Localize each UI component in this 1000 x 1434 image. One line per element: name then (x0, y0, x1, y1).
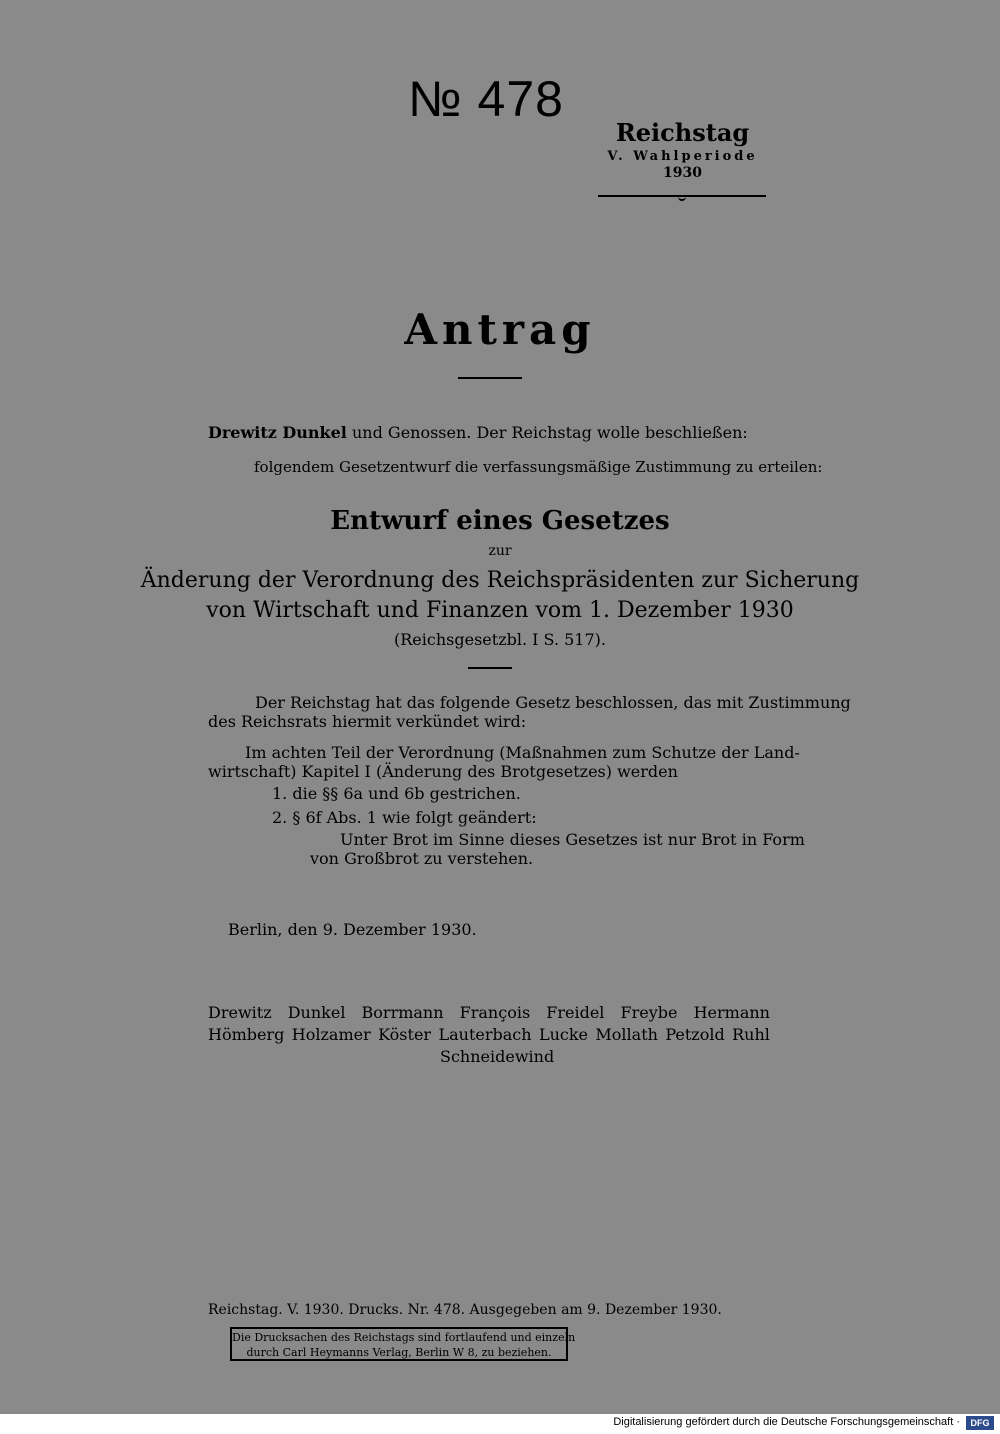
body-p2-line-2: wirtschaft) Kapitel I (Änderung des Brotgesetzes) werden (208, 762, 678, 781)
reichstag-stamp (595, 118, 770, 181)
body-item-2-sub-1: Unter Brot im Sinne dieses Gesetzes ist nur Brot in Form (340, 830, 805, 849)
body-p1-line-2: des Reichsrats hiermit verkündet wird: (208, 712, 527, 731)
footer-box-line-2: durch Carl Heymanns Verlag, Berlin W 8, zu beziehen. (246, 1346, 552, 1359)
signatory: Hermann (693, 1003, 770, 1022)
signatory: Petzold (665, 1025, 725, 1044)
signatories-row-1 (208, 1003, 770, 1022)
body-item-2-sub-2: von Großbrot zu verstehen. (310, 849, 534, 868)
period-label: V. Wahlperiode (607, 149, 758, 164)
document-title: Antrag (404, 305, 596, 354)
signatory: Köster (378, 1025, 432, 1044)
stamp-rule-notch (678, 193, 686, 201)
place-date: Berlin, den 9. Dezember 1930. (228, 920, 477, 939)
signatory: Borrmann (361, 1003, 444, 1022)
document-number: № 478 (408, 71, 564, 127)
signatory: Freidel (546, 1003, 605, 1022)
signatories-row-2 (208, 1025, 770, 1044)
intro-text-1: und Genossen. Der Reichstag wolle beschließen: (351, 423, 748, 442)
draft-line-1: Änderung der Verordnung des Reichspräsidenten zur Sicherung (140, 568, 860, 593)
intro-names: Drewitz Dunkel (208, 423, 347, 442)
signatory: Mollath (595, 1025, 658, 1044)
draft-zur: zur (488, 543, 512, 559)
body-p1-line-1: Der Reichstag hat das folgende Gesetz beschlossen, das mit Zustimmung (255, 693, 851, 712)
draft-divider (468, 667, 512, 669)
signatories-row-3: Schneidewind (440, 1047, 555, 1066)
title-divider (458, 377, 522, 379)
dfg-logo: DFG (966, 1416, 994, 1430)
signatory: François (459, 1003, 531, 1022)
signatory: Drewitz (208, 1003, 272, 1022)
signatory: Hömberg (208, 1025, 285, 1044)
signatory: Ruhl (732, 1025, 770, 1044)
signatory: Dunkel (287, 1003, 346, 1022)
draft-heading: Entwurf eines Gesetzes (330, 506, 670, 536)
draft-line-2: von Wirtschaft und Finanzen vom 1. Dezember 1930 (206, 598, 794, 623)
signatory: Freybe (620, 1003, 678, 1022)
intro-line-1 (208, 423, 748, 442)
draft-line-3: (Reichsgesetzbl. I S. 517). (394, 630, 606, 649)
footer-box (230, 1327, 576, 1361)
footer-box-line-1: Die Drucksachen des Reichstags sind fortlaufend und einzeln (232, 1331, 576, 1344)
signatory: Holzamer (291, 1025, 371, 1044)
body-item-1: 1. die §§ 6a und 6b gestrichen. (272, 784, 521, 803)
signatory: Lucke (538, 1025, 588, 1044)
reichstag-label: Reichstag (615, 118, 750, 147)
credit-text: Digitalisierung gefördert durch die Deutsche Forschungsgemeinschaft · (613, 1416, 960, 1428)
intro-line-2: folgendem Gesetzentwurf die verfassungsmäßige Zustimmung zu erteilen: (254, 458, 823, 476)
year-label: 1930 (663, 165, 702, 181)
body-item-2: 2. § 6f Abs. 1 wie folgt geändert: (272, 808, 537, 827)
footer-line: Reichstag. V. 1930. Drucks. Nr. 478. Ausgegeben am 9. Dezember 1930. (208, 1302, 722, 1318)
signatory: Lauterbach (438, 1025, 532, 1044)
body-p2-line-1: Im achten Teil der Verordnung (Maßnahmen zum Schutze der Land- (245, 743, 800, 762)
